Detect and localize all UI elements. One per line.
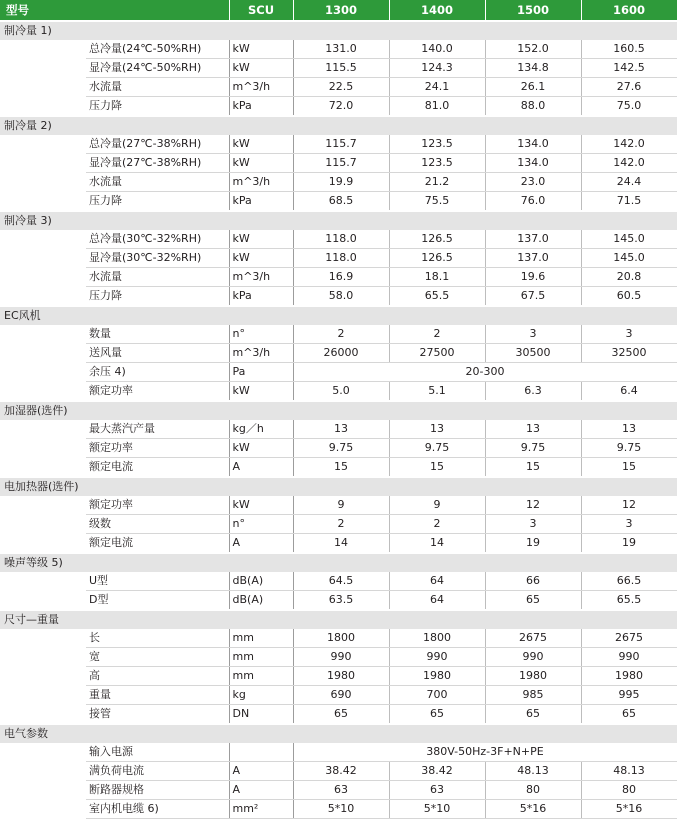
row-parameter: 长 bbox=[86, 629, 229, 648]
section-title: 尺寸—重量 bbox=[0, 610, 677, 629]
row-indent bbox=[0, 705, 86, 725]
row-indent bbox=[0, 40, 86, 59]
row-value: 9.75 bbox=[389, 439, 485, 458]
row-indent bbox=[0, 515, 86, 534]
row-value: 131.0 bbox=[293, 40, 389, 59]
row-parameter: 总冷量(24℃-50%RH) bbox=[86, 40, 229, 59]
header-series: SCU bbox=[229, 0, 293, 21]
row-unit: A bbox=[229, 762, 293, 781]
row-indent bbox=[0, 382, 86, 402]
header-model-1600: 1600 bbox=[581, 0, 677, 21]
row-value: 990 bbox=[581, 648, 677, 667]
row-unit: m^3/h bbox=[229, 268, 293, 287]
row-indent bbox=[0, 591, 86, 611]
row-value: 990 bbox=[389, 648, 485, 667]
row-value: 80 bbox=[485, 781, 581, 800]
row-indent bbox=[0, 496, 86, 515]
row-indent bbox=[0, 439, 86, 458]
row-value: 5.0 bbox=[293, 382, 389, 402]
row-unit: kW bbox=[229, 496, 293, 515]
table-row bbox=[0, 192, 677, 212]
section-title: 电加热器(选件) bbox=[0, 477, 677, 496]
row-indent bbox=[0, 135, 86, 154]
row-parameter: 数量 bbox=[86, 325, 229, 344]
row-value: 64.5 bbox=[293, 572, 389, 591]
row-value: 65 bbox=[293, 705, 389, 725]
row-value: 75.5 bbox=[389, 192, 485, 212]
table-row bbox=[0, 154, 677, 173]
row-parameter: 额定功率 bbox=[86, 439, 229, 458]
row-value: 26.1 bbox=[485, 78, 581, 97]
row-value: 15 bbox=[389, 458, 485, 478]
row-indent bbox=[0, 154, 86, 173]
row-value: 115.5 bbox=[293, 59, 389, 78]
section-row bbox=[0, 610, 677, 629]
row-value: 18.1 bbox=[389, 268, 485, 287]
table-row bbox=[0, 534, 677, 554]
row-value: 5*16 bbox=[485, 800, 581, 819]
row-value: 140.0 bbox=[389, 40, 485, 59]
row-value: 64 bbox=[389, 572, 485, 591]
row-value: 1980 bbox=[581, 667, 677, 686]
row-unit: dB(A) bbox=[229, 591, 293, 611]
row-value: 65 bbox=[581, 705, 677, 725]
row-value: 152.0 bbox=[485, 40, 581, 59]
row-indent bbox=[0, 78, 86, 97]
row-value: 63 bbox=[389, 781, 485, 800]
table-row bbox=[0, 515, 677, 534]
row-value: 20.8 bbox=[581, 268, 677, 287]
row-value: 64 bbox=[389, 591, 485, 611]
row-value: 67.5 bbox=[485, 287, 581, 307]
row-parameter: 压力降 bbox=[86, 287, 229, 307]
table-row bbox=[0, 325, 677, 344]
section-row bbox=[0, 553, 677, 572]
table-row bbox=[0, 287, 677, 307]
row-unit: kW bbox=[229, 154, 293, 173]
row-value: 145.0 bbox=[581, 249, 677, 268]
table-row bbox=[0, 743, 677, 762]
row-unit: m^3/h bbox=[229, 344, 293, 363]
row-value: 14 bbox=[389, 534, 485, 554]
row-value: 48.13 bbox=[485, 762, 581, 781]
row-merged-value: 20-300 bbox=[293, 363, 677, 382]
row-indent bbox=[0, 59, 86, 78]
row-unit: kW bbox=[229, 382, 293, 402]
row-value: 12 bbox=[581, 496, 677, 515]
row-indent bbox=[0, 420, 86, 439]
row-parameter: 送风量 bbox=[86, 344, 229, 363]
row-value: 71.5 bbox=[581, 192, 677, 212]
row-value: 2 bbox=[293, 515, 389, 534]
row-indent bbox=[0, 667, 86, 686]
row-value: 1980 bbox=[293, 667, 389, 686]
table-row bbox=[0, 363, 677, 382]
row-value: 134.8 bbox=[485, 59, 581, 78]
row-value: 32500 bbox=[581, 344, 677, 363]
row-unit bbox=[229, 743, 293, 762]
row-indent bbox=[0, 800, 86, 819]
row-value: 68.5 bbox=[293, 192, 389, 212]
row-value: 15 bbox=[485, 458, 581, 478]
row-unit: kW bbox=[229, 439, 293, 458]
row-unit: n° bbox=[229, 515, 293, 534]
row-parameter: 最大蒸汽产量 bbox=[86, 420, 229, 439]
row-value: 60.5 bbox=[581, 287, 677, 307]
row-value: 137.0 bbox=[485, 230, 581, 249]
row-value: 5*10 bbox=[389, 800, 485, 819]
row-indent bbox=[0, 97, 86, 117]
row-unit: kW bbox=[229, 249, 293, 268]
section-row bbox=[0, 724, 677, 743]
row-unit: kW bbox=[229, 59, 293, 78]
row-indent bbox=[0, 686, 86, 705]
header-model-1400: 1400 bbox=[389, 0, 485, 21]
row-indent bbox=[0, 629, 86, 648]
table-row bbox=[0, 249, 677, 268]
section-title: 制冷量 1) bbox=[0, 21, 677, 40]
row-unit: A bbox=[229, 458, 293, 478]
row-unit: m^3/h bbox=[229, 78, 293, 97]
row-parameter: 宽 bbox=[86, 648, 229, 667]
section-title: EC风机 bbox=[0, 306, 677, 325]
row-value: 2675 bbox=[485, 629, 581, 648]
row-parameter: 室内机电缆 6) bbox=[86, 800, 229, 819]
row-value: 23.0 bbox=[485, 173, 581, 192]
table-row bbox=[0, 268, 677, 287]
table-row bbox=[0, 344, 677, 363]
row-value: 3 bbox=[581, 325, 677, 344]
row-value: 5.1 bbox=[389, 382, 485, 402]
row-parameter: 余压 4) bbox=[86, 363, 229, 382]
row-value: 48.13 bbox=[581, 762, 677, 781]
row-value: 30500 bbox=[485, 344, 581, 363]
row-indent bbox=[0, 249, 86, 268]
row-value: 21.2 bbox=[389, 173, 485, 192]
row-parameter: 压力降 bbox=[86, 192, 229, 212]
row-value: 690 bbox=[293, 686, 389, 705]
table-row bbox=[0, 705, 677, 725]
row-value: 66.5 bbox=[581, 572, 677, 591]
section-row bbox=[0, 477, 677, 496]
row-value: 995 bbox=[581, 686, 677, 705]
row-value: 3 bbox=[485, 515, 581, 534]
row-value: 990 bbox=[293, 648, 389, 667]
row-parameter: 水流量 bbox=[86, 268, 229, 287]
row-indent bbox=[0, 287, 86, 307]
table-row bbox=[0, 629, 677, 648]
row-value: 15 bbox=[581, 458, 677, 478]
row-indent bbox=[0, 534, 86, 554]
row-value: 124.3 bbox=[389, 59, 485, 78]
header-model: 型号 bbox=[0, 0, 229, 21]
row-parameter: U型 bbox=[86, 572, 229, 591]
row-unit: kW bbox=[229, 135, 293, 154]
row-unit: mm bbox=[229, 667, 293, 686]
row-value: 9 bbox=[389, 496, 485, 515]
section-title: 噪声等级 5) bbox=[0, 553, 677, 572]
row-value: 6.4 bbox=[581, 382, 677, 402]
row-parameter: 输入电源 bbox=[86, 743, 229, 762]
row-value: 63 bbox=[293, 781, 389, 800]
row-parameter: 高 bbox=[86, 667, 229, 686]
header-model-1300: 1300 bbox=[293, 0, 389, 21]
row-value: 6.3 bbox=[485, 382, 581, 402]
row-indent bbox=[0, 230, 86, 249]
row-parameter: 显冷量(27℃-38%RH) bbox=[86, 154, 229, 173]
row-unit: kW bbox=[229, 40, 293, 59]
table-row bbox=[0, 591, 677, 611]
row-value: 16.9 bbox=[293, 268, 389, 287]
row-value: 137.0 bbox=[485, 249, 581, 268]
section-row bbox=[0, 116, 677, 135]
section-row bbox=[0, 401, 677, 420]
row-parameter: 总冷量(27℃-38%RH) bbox=[86, 135, 229, 154]
section-row bbox=[0, 211, 677, 230]
table-row bbox=[0, 439, 677, 458]
section-title: 制冷量 3) bbox=[0, 211, 677, 230]
row-unit: A bbox=[229, 781, 293, 800]
row-unit: Pa bbox=[229, 363, 293, 382]
row-unit: kW bbox=[229, 230, 293, 249]
row-value: 65.5 bbox=[389, 287, 485, 307]
row-value: 72.0 bbox=[293, 97, 389, 117]
row-value: 118.0 bbox=[293, 249, 389, 268]
row-parameter: 额定电流 bbox=[86, 458, 229, 478]
table-row bbox=[0, 800, 677, 819]
row-value: 142.0 bbox=[581, 154, 677, 173]
table-row bbox=[0, 648, 677, 667]
row-value: 19.6 bbox=[485, 268, 581, 287]
row-value: 15 bbox=[293, 458, 389, 478]
row-value: 26000 bbox=[293, 344, 389, 363]
row-indent bbox=[0, 743, 86, 762]
row-value: 142.5 bbox=[581, 59, 677, 78]
table-row bbox=[0, 686, 677, 705]
row-value: 145.0 bbox=[581, 230, 677, 249]
row-value: 75.0 bbox=[581, 97, 677, 117]
row-value: 5*10 bbox=[293, 800, 389, 819]
row-parameter: 额定功率 bbox=[86, 496, 229, 515]
row-value: 126.5 bbox=[389, 230, 485, 249]
table-row bbox=[0, 173, 677, 192]
row-indent bbox=[0, 173, 86, 192]
section-row bbox=[0, 21, 677, 40]
row-parameter: 显冷量(30℃-32%RH) bbox=[86, 249, 229, 268]
row-value: 24.1 bbox=[389, 78, 485, 97]
row-unit: mm bbox=[229, 648, 293, 667]
section-title: 加湿器(选件) bbox=[0, 401, 677, 420]
row-value: 9 bbox=[293, 496, 389, 515]
table-row bbox=[0, 572, 677, 591]
row-value: 134.0 bbox=[485, 154, 581, 173]
row-value: 1800 bbox=[389, 629, 485, 648]
row-unit: mm bbox=[229, 629, 293, 648]
table-row bbox=[0, 762, 677, 781]
row-value: 13 bbox=[389, 420, 485, 439]
row-value: 65 bbox=[389, 705, 485, 725]
row-value: 66 bbox=[485, 572, 581, 591]
row-unit: DN bbox=[229, 705, 293, 725]
row-value: 38.42 bbox=[293, 762, 389, 781]
table-row bbox=[0, 59, 677, 78]
row-value: 13 bbox=[581, 420, 677, 439]
row-value: 27500 bbox=[389, 344, 485, 363]
table-row bbox=[0, 781, 677, 800]
row-indent bbox=[0, 458, 86, 478]
row-value: 3 bbox=[581, 515, 677, 534]
row-value: 134.0 bbox=[485, 135, 581, 154]
table-row bbox=[0, 40, 677, 59]
row-value: 76.0 bbox=[485, 192, 581, 212]
row-parameter: 满负荷电流 bbox=[86, 762, 229, 781]
row-value: 2 bbox=[389, 325, 485, 344]
row-value: 2 bbox=[293, 325, 389, 344]
row-parameter: 总冷量(30℃-32%RH) bbox=[86, 230, 229, 249]
section-title: 电气参数 bbox=[0, 724, 677, 743]
row-indent bbox=[0, 762, 86, 781]
row-value: 65 bbox=[485, 591, 581, 611]
row-value: 700 bbox=[389, 686, 485, 705]
row-value: 990 bbox=[485, 648, 581, 667]
row-value: 9.75 bbox=[293, 439, 389, 458]
row-indent bbox=[0, 325, 86, 344]
row-indent bbox=[0, 192, 86, 212]
row-parameter: D型 bbox=[86, 591, 229, 611]
row-unit: dB(A) bbox=[229, 572, 293, 591]
row-value: 65 bbox=[485, 705, 581, 725]
row-value: 14 bbox=[293, 534, 389, 554]
row-value: 24.4 bbox=[581, 173, 677, 192]
table-row bbox=[0, 667, 677, 686]
row-indent bbox=[0, 572, 86, 591]
row-unit: kPa bbox=[229, 97, 293, 117]
row-unit: kPa bbox=[229, 192, 293, 212]
row-parameter: 断路器规格 bbox=[86, 781, 229, 800]
row-value: 81.0 bbox=[389, 97, 485, 117]
row-merged-value: 380V-50Hz-3F+N+PE bbox=[293, 743, 677, 762]
row-indent bbox=[0, 363, 86, 382]
row-indent bbox=[0, 344, 86, 363]
row-value: 2 bbox=[389, 515, 485, 534]
row-indent bbox=[0, 648, 86, 667]
header-model-1500: 1500 bbox=[485, 0, 581, 21]
table-row bbox=[0, 382, 677, 402]
section-row bbox=[0, 306, 677, 325]
row-parameter: 显冷量(24℃-50%RH) bbox=[86, 59, 229, 78]
row-indent bbox=[0, 781, 86, 800]
row-value: 27.6 bbox=[581, 78, 677, 97]
row-unit: m^3/h bbox=[229, 173, 293, 192]
row-parameter: 额定电流 bbox=[86, 534, 229, 554]
row-value: 1980 bbox=[485, 667, 581, 686]
row-value: 9.75 bbox=[485, 439, 581, 458]
row-unit: kPa bbox=[229, 287, 293, 307]
row-value: 115.7 bbox=[293, 135, 389, 154]
table-row bbox=[0, 230, 677, 249]
row-value: 1800 bbox=[293, 629, 389, 648]
row-value: 115.7 bbox=[293, 154, 389, 173]
row-unit: kg／h bbox=[229, 420, 293, 439]
row-value: 126.5 bbox=[389, 249, 485, 268]
row-value: 19.9 bbox=[293, 173, 389, 192]
row-value: 38.42 bbox=[389, 762, 485, 781]
row-value: 5*16 bbox=[581, 800, 677, 819]
table-row bbox=[0, 496, 677, 515]
table-row bbox=[0, 135, 677, 154]
row-value: 1980 bbox=[389, 667, 485, 686]
section-title: 制冷量 2) bbox=[0, 116, 677, 135]
row-parameter: 级数 bbox=[86, 515, 229, 534]
row-value: 63.5 bbox=[293, 591, 389, 611]
row-value: 118.0 bbox=[293, 230, 389, 249]
row-value: 13 bbox=[485, 420, 581, 439]
row-value: 58.0 bbox=[293, 287, 389, 307]
row-value: 13 bbox=[293, 420, 389, 439]
table-row bbox=[0, 78, 677, 97]
row-value: 12 bbox=[485, 496, 581, 515]
row-parameter: 接管 bbox=[86, 705, 229, 725]
row-parameter: 重量 bbox=[86, 686, 229, 705]
row-unit: n° bbox=[229, 325, 293, 344]
table-row bbox=[0, 420, 677, 439]
row-value: 142.0 bbox=[581, 135, 677, 154]
row-value: 3 bbox=[485, 325, 581, 344]
row-value: 160.5 bbox=[581, 40, 677, 59]
row-unit: mm² bbox=[229, 800, 293, 819]
table-row bbox=[0, 458, 677, 478]
row-value: 2675 bbox=[581, 629, 677, 648]
row-value: 19 bbox=[485, 534, 581, 554]
row-value: 9.75 bbox=[581, 439, 677, 458]
row-value: 985 bbox=[485, 686, 581, 705]
row-parameter: 水流量 bbox=[86, 78, 229, 97]
row-value: 80 bbox=[581, 781, 677, 800]
row-value: 22.5 bbox=[293, 78, 389, 97]
row-parameter: 额定功率 bbox=[86, 382, 229, 402]
row-parameter: 水流量 bbox=[86, 173, 229, 192]
table-row bbox=[0, 97, 677, 117]
row-unit: A bbox=[229, 534, 293, 554]
row-value: 19 bbox=[581, 534, 677, 554]
header-row bbox=[0, 0, 677, 21]
row-value: 123.5 bbox=[389, 135, 485, 154]
row-unit: kg bbox=[229, 686, 293, 705]
row-value: 123.5 bbox=[389, 154, 485, 173]
row-indent bbox=[0, 268, 86, 287]
row-value: 65.5 bbox=[581, 591, 677, 611]
row-value: 88.0 bbox=[485, 97, 581, 117]
row-parameter: 压力降 bbox=[86, 97, 229, 117]
